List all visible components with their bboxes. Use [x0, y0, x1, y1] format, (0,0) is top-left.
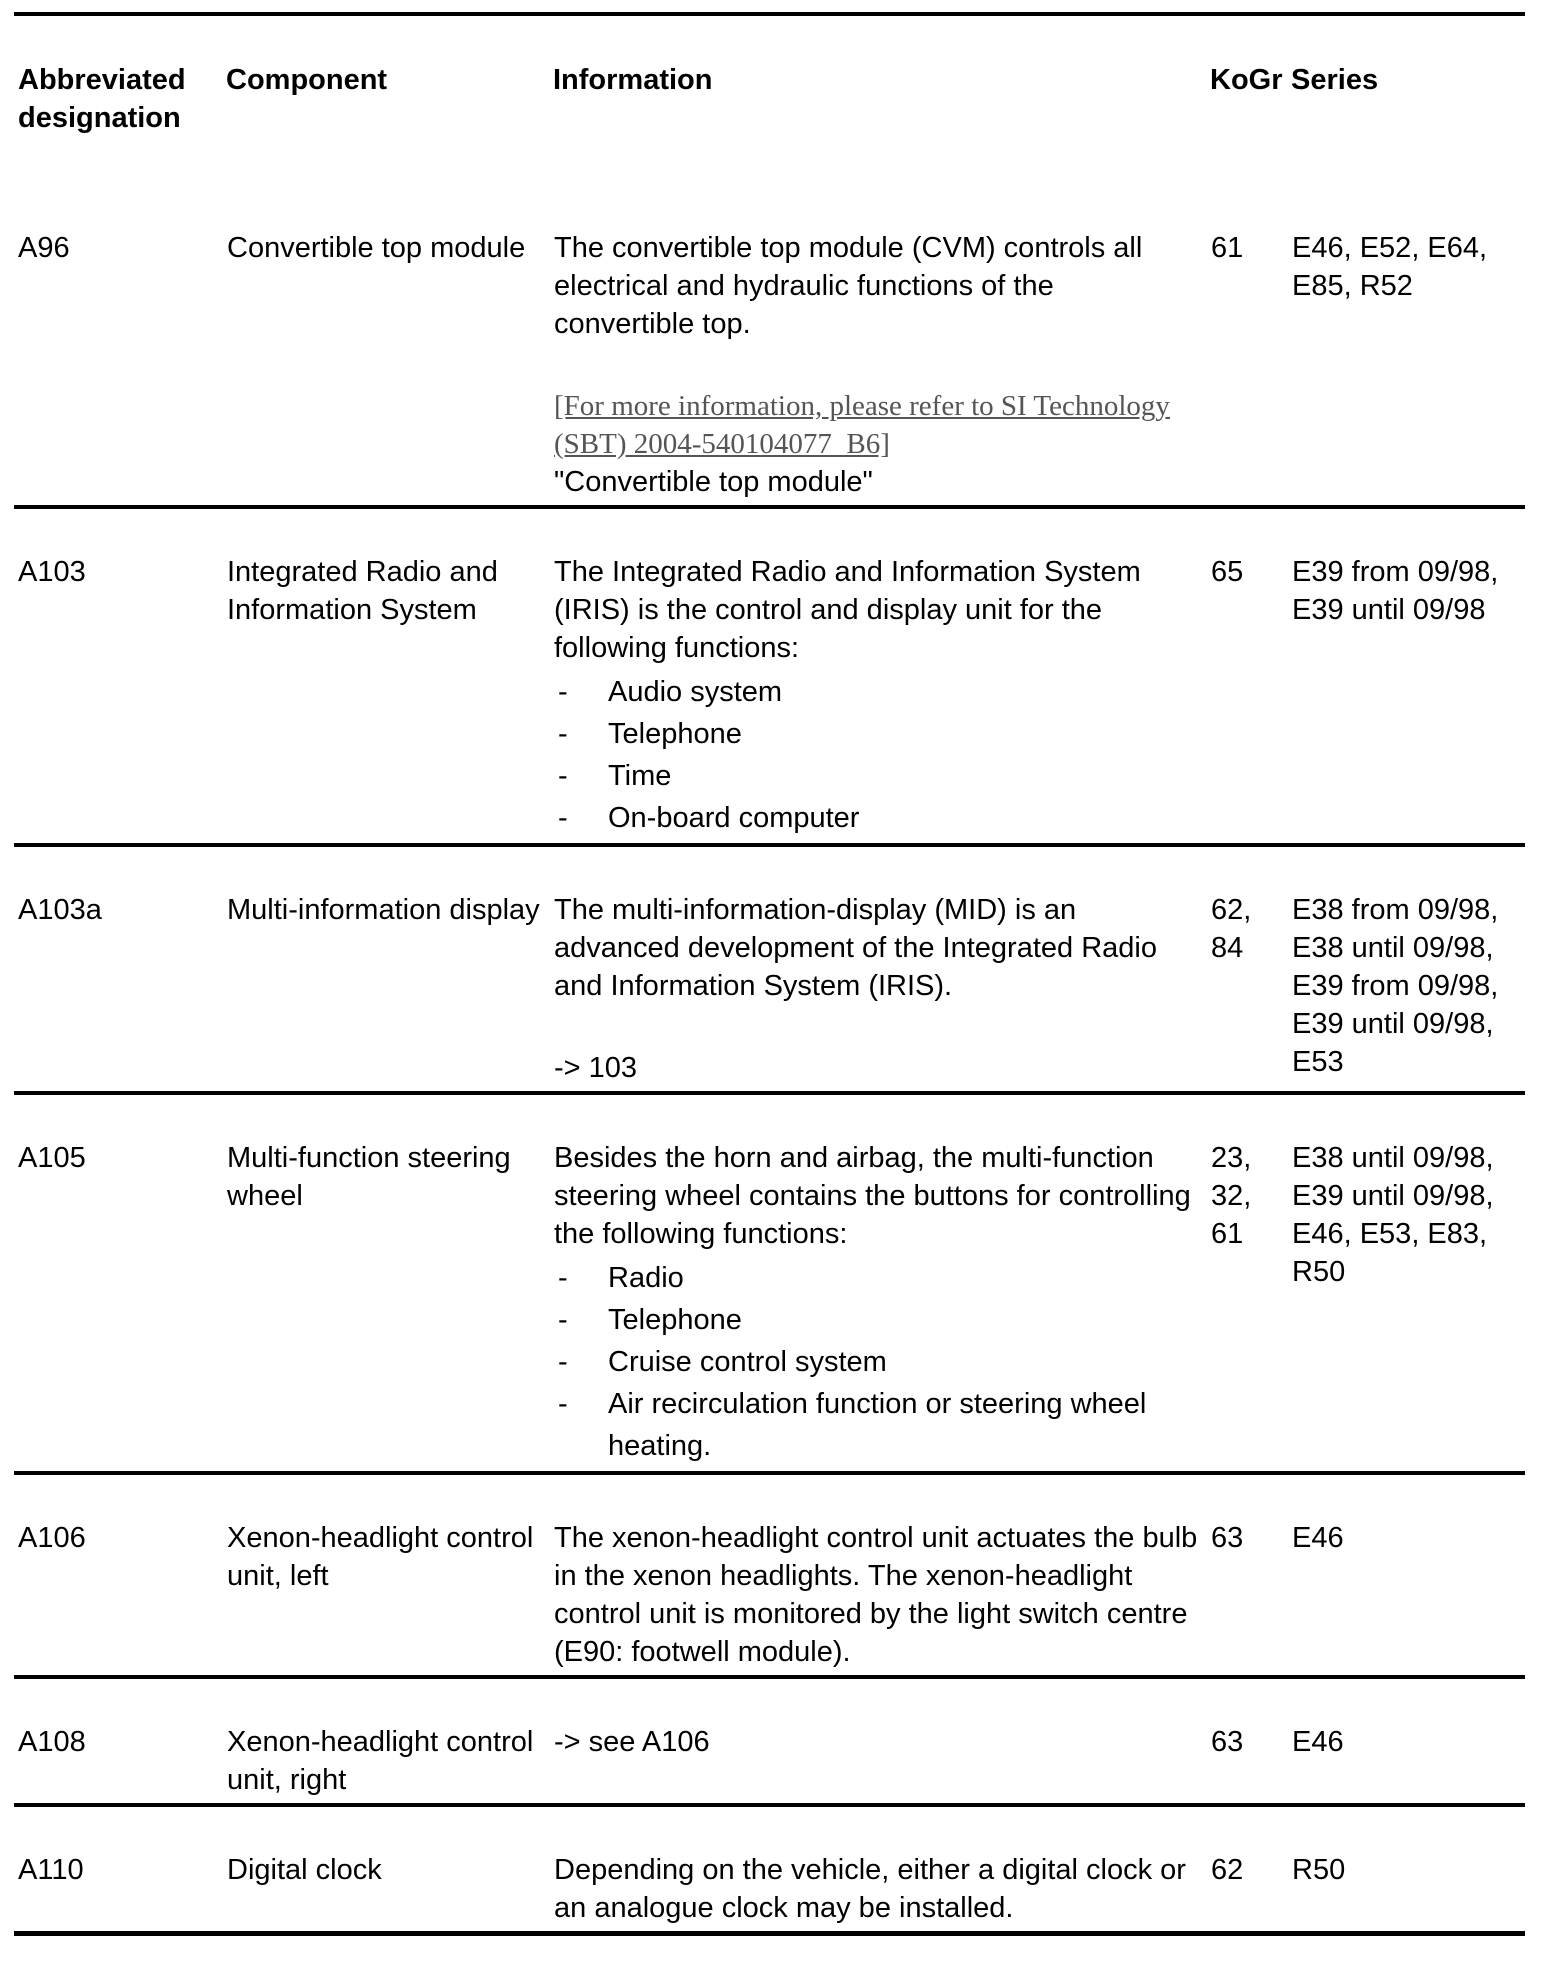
cell-designation: A105: [14, 1093, 222, 1473]
cell-component: Convertible top module: [222, 185, 549, 507]
cell-series: E39 from 09/98, E39 until 09/98: [1287, 507, 1525, 845]
table-row: [14, 1805, 1525, 1934]
cell-kogr: 63: [1206, 1677, 1287, 1805]
cell-designation: A96: [14, 185, 222, 507]
cell-kogr: 62: [1206, 1805, 1287, 1934]
info-text: The multi-information-display (MID) is an advanced development of the Integrated Radio and Information System (IRIS).: [554, 894, 1157, 1002]
cell-component: Xenon-headlight control unit, right: [222, 1677, 549, 1805]
cell-component: Xenon-headlight control unit, left: [222, 1473, 549, 1677]
cell-information: [549, 1093, 1206, 1473]
header-information: Information: [553, 64, 713, 96]
cell-kogr: 63: [1206, 1473, 1287, 1677]
components-table: [14, 16, 1525, 1936]
header-series: Series: [1291, 64, 1379, 96]
list-item: - Air recirculation function or steering wheel heating.: [554, 1383, 1201, 1467]
cross-reference-text: -> 103: [554, 1052, 638, 1084]
function-list: [554, 1257, 1201, 1467]
cell-kogr: 62, 84: [1206, 845, 1287, 1093]
cell-series: R50: [1287, 1805, 1525, 1934]
cell-component: Integrated Radio and Information System: [222, 507, 549, 845]
table-row: [14, 185, 1525, 507]
cell-component: Multi-information display: [222, 845, 549, 1093]
cell-information: -> see A106: [549, 1677, 1206, 1805]
cell-kogr: 65: [1206, 507, 1287, 845]
cell-designation: A110: [14, 1805, 222, 1934]
si-technology-reference-link[interactable]: [For more information, please refer to SI Technology (SBT) 2004-540104077_B6]: [554, 390, 1170, 460]
cell-series: E46: [1287, 1473, 1525, 1677]
cell-designation: A103: [14, 507, 222, 845]
table-row: [14, 845, 1525, 1093]
table-header-row: [14, 16, 1525, 185]
table-row: [14, 507, 1525, 845]
table-row: [14, 1473, 1525, 1677]
cell-component: Multi-function steering wheel: [222, 1093, 549, 1473]
list-item: - Telephone: [554, 713, 1201, 755]
info-text: Besides the horn and airbag, the multi-function steering wheel contains the buttons for controlling the following functions:: [554, 1142, 1191, 1250]
header-component: Component: [226, 64, 388, 96]
cell-information: [549, 185, 1206, 507]
cell-component: Digital clock: [222, 1805, 549, 1934]
header-designation: Abbreviated designation: [18, 64, 186, 134]
cell-designation: A103a: [14, 845, 222, 1093]
cell-information: [549, 845, 1206, 1093]
function-list: [554, 671, 1201, 839]
cell-information: Depending on the vehicle, either a digital clock or an analogue clock may be installed.: [549, 1805, 1206, 1934]
table-row: [14, 1677, 1525, 1805]
cell-series: E46: [1287, 1677, 1525, 1805]
table-row: [14, 1093, 1525, 1473]
list-item: - Audio system: [554, 671, 1201, 713]
header-kogr: KoGr: [1210, 64, 1283, 96]
cell-series: E46, E52, E64, E85, R52: [1287, 185, 1525, 507]
cell-kogr: 61: [1206, 185, 1287, 507]
cell-series: E38 from 09/98, E38 until 09/98, E39 from 09/98, E39 until 09/98, E53: [1287, 845, 1525, 1093]
list-item: - Time: [554, 755, 1201, 797]
cell-information: [549, 507, 1206, 845]
cell-information: The xenon-headlight control unit actuates the bulb in the xenon headlights. The xenon-headlight control unit is monitored by the light switch centre (E90: footwell module).: [549, 1473, 1206, 1677]
cell-designation: A106: [14, 1473, 222, 1677]
info-after-text: "Convertible top module": [554, 466, 873, 498]
list-item: - Telephone: [554, 1299, 1201, 1341]
cell-series: E38 until 09/98, E39 until 09/98, E46, E53, E83, R50: [1287, 1093, 1525, 1473]
info-text: The convertible top module (CVM) controls all electrical and hydraulic functions of the convertible top.: [554, 232, 1143, 340]
list-item: - On-board computer: [554, 797, 1201, 839]
list-item: - Radio: [554, 1257, 1201, 1299]
info-text: The Integrated Radio and Information System (IRIS) is the control and display unit for the following functions:: [554, 556, 1141, 664]
list-item: - Cruise control system: [554, 1341, 1201, 1383]
cell-kogr: 23, 32, 61: [1206, 1093, 1287, 1473]
cell-designation: A108: [14, 1677, 222, 1805]
